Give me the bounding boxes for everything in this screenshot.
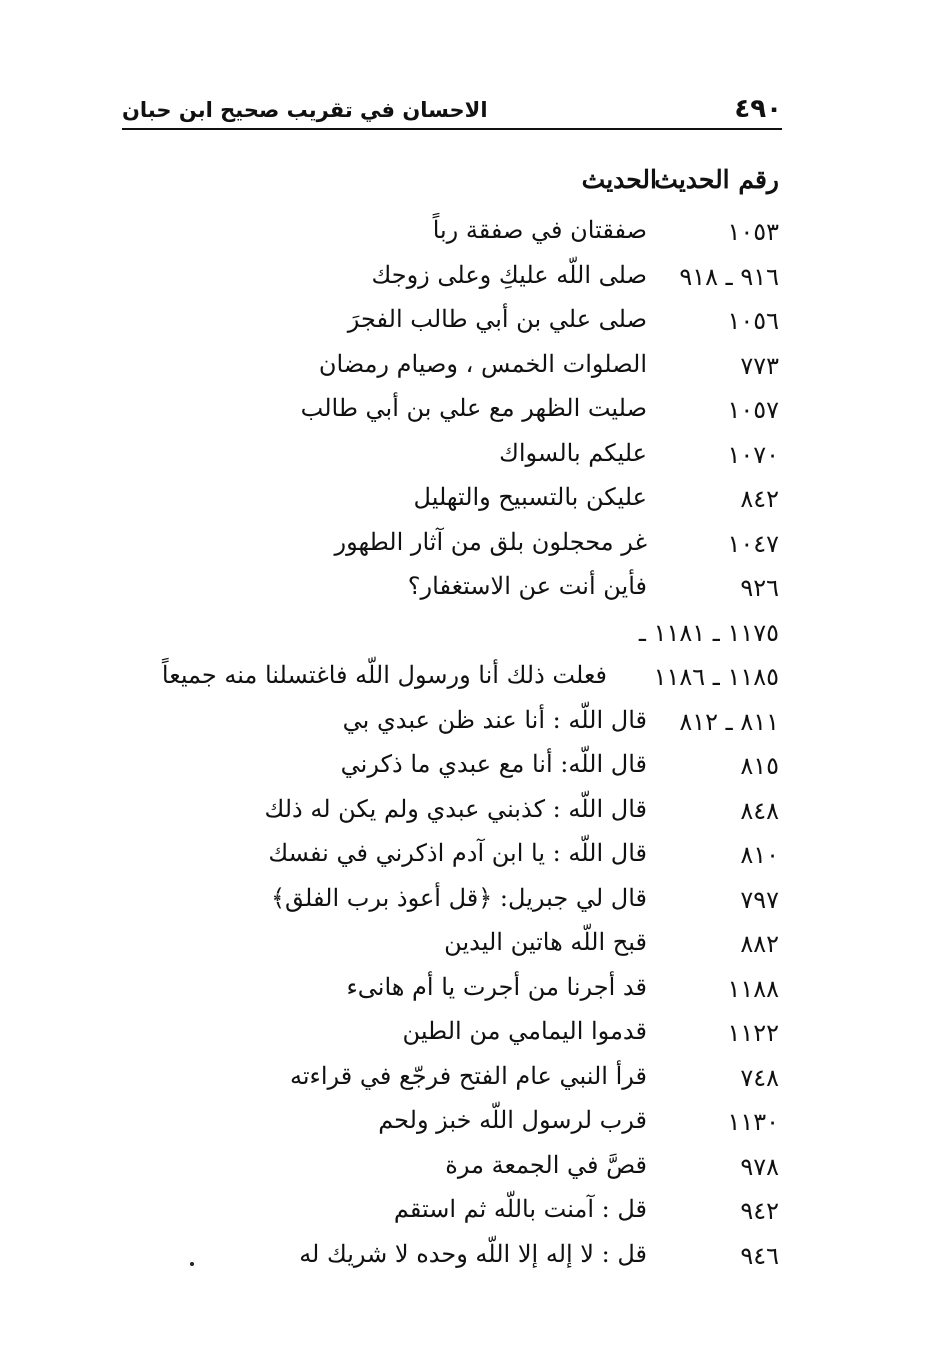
index-row [119, 1015, 779, 1060]
hadith-number: ٩٧٨ [740, 1152, 779, 1181]
index-row [119, 926, 779, 971]
index-row [119, 1104, 779, 1149]
hadith-text: قل : آمنت باللّه ثم استقم [393, 1195, 647, 1223]
index-row [119, 793, 779, 838]
hadith-text: قرب لرسول اللّه خبز ولحم [378, 1106, 647, 1134]
index-row [119, 437, 779, 482]
index-row [119, 526, 779, 571]
hadith-number: ١٠٤٧ [727, 529, 779, 558]
hadith-text: قد أجرنا من أجرت يا أم هانىء [346, 972, 647, 1001]
hadith-number: ٨٤٢ [740, 485, 779, 513]
hadith-number: ١١٣٠ [727, 1108, 779, 1136]
hadith-number: ٧٩٧ [740, 885, 779, 914]
hadith-number: ١١٨٨ [727, 974, 779, 1003]
index-row [119, 1238, 779, 1283]
index-row [119, 659, 779, 704]
hadith-number: ٨١٠ [740, 841, 779, 869]
hadith-number: ٨١١ ـ ٨١٢ [679, 707, 779, 736]
hadith-number: ٨٤٨ [740, 796, 779, 825]
hadith-text: قال اللّه : كذبني عبدي ولم يكن له ذلك [264, 794, 647, 823]
hadith-number: ١٠٥٧ [727, 396, 779, 424]
index-row [119, 481, 779, 526]
index-row [119, 971, 779, 1016]
hadith-number: ٧٧٣ [740, 351, 779, 380]
hadith-text: غر محجلون بلق من آثار الطهور [334, 527, 647, 556]
hadith-number: ١٠٥٦ [727, 307, 779, 335]
hadith-text: صليت الظهر مع علي بن أبي طالب [300, 394, 647, 422]
hadith-text: قرأ النبي عام الفتح فرجّع في قراءته [290, 1061, 647, 1090]
hadith-text: الصلوات الخمس ، وصيام رمضان [318, 349, 647, 378]
stray-ink-dot [190, 1262, 194, 1266]
hadith-text: قبح اللّه هاتين اليدين [444, 928, 647, 956]
hadith-number: ٩٤٦ [740, 1241, 779, 1270]
book-title: الاحسان في تقريب صحيح ابن حبان [122, 98, 488, 122]
hadith-number: ١١٧٥ ـ ١١٨١ ـ [638, 618, 779, 647]
hadith-number: ٧٤٨ [740, 1063, 779, 1092]
hadith-text: قال اللّه : يا ابن آدم اذكرني في نفسك [268, 839, 647, 867]
hadith-number: ٩٤٢ [740, 1197, 779, 1225]
hadith-text: قال اللّه: أنا مع عبدي ما ذكرني [340, 750, 647, 778]
hadith-number: ٩٢٦ [740, 574, 779, 602]
index-row [119, 748, 779, 793]
index-row [119, 348, 779, 393]
hadith-text: قصَّ في الجمعة مرة [445, 1150, 647, 1179]
hadith-number: ١١٨٥ ـ ١١٨٦ [653, 663, 779, 691]
column-headers [179, 165, 779, 201]
hadith-number-heading: رقم الحديث [654, 165, 779, 194]
index-row [119, 303, 779, 348]
hadith-text: فأين أنت عن الاستغفار؟ [407, 572, 647, 600]
hadith-text: فعلت ذلك أنا ورسول اللّه فاغتسلنا منه جميعاً [161, 661, 607, 689]
index-row [119, 1193, 779, 1238]
hadith-number: ٩١٦ ـ ٩١٨ [679, 262, 779, 291]
hadith-text-heading: الحديث [581, 165, 657, 194]
hadith-number: ١٠٧٠ [727, 440, 779, 469]
index-row [119, 1149, 779, 1194]
index-row [119, 704, 779, 749]
hadith-text: قال اللّه : أنا عند ظن عبدي بي [342, 705, 647, 734]
hadith-number: ٨١٥ [740, 752, 779, 780]
hadith-text: عليكم بالسواك [499, 438, 647, 467]
hadith-text: قل : لا إله إلا اللّه وحده لا شريك له [299, 1239, 647, 1268]
running-header [122, 92, 782, 130]
index-row [119, 837, 779, 882]
index-row [119, 882, 779, 927]
index-row [119, 214, 779, 259]
hadith-text: قدموا اليمامي من الطين [402, 1017, 647, 1045]
page-number: ٤٩٠ [734, 94, 782, 124]
hadith-index-list [119, 214, 779, 1282]
hadith-text: عليكن بالتسبيح والتهليل [413, 483, 647, 511]
index-row [119, 570, 779, 615]
hadith-text: صلى اللّه عليكِ وعلى زوجك [371, 260, 647, 289]
hadith-number: ١١٢٢ [727, 1019, 779, 1047]
hadith-number: ٨٨٢ [740, 930, 779, 958]
hadith-text: صلى علي بن أبي طالب الفجرَ [347, 305, 647, 333]
index-row [119, 392, 779, 437]
hadith-number: ١٠٥٣ [727, 218, 779, 246]
index-row [119, 259, 779, 304]
index-row [119, 615, 779, 660]
hadith-text: صفقتان في صفقة رباً [432, 216, 647, 244]
index-row [119, 1060, 779, 1105]
hadith-text: قال لي جبريل: ﴿قل أعوذ برب الفلق﴾ [270, 883, 647, 912]
